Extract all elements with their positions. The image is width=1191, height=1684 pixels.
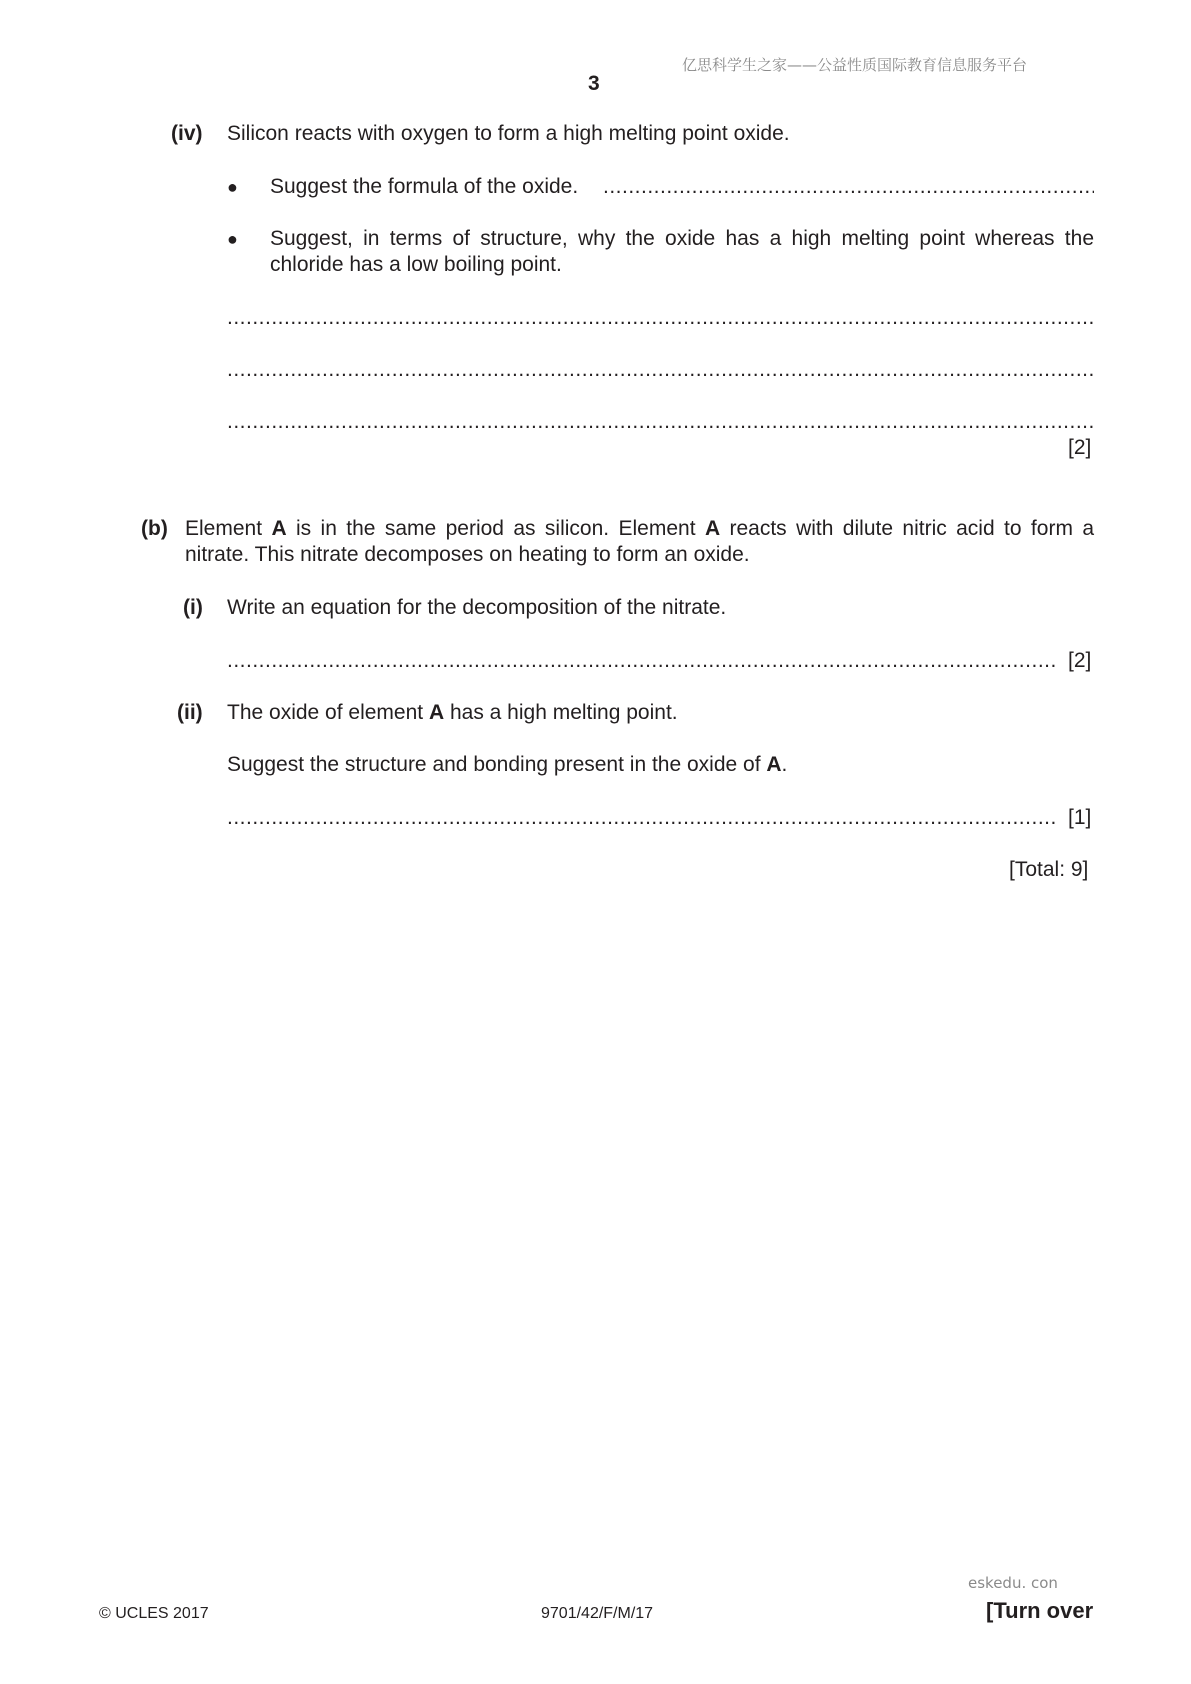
answer-line-structure-3[interactable] — [227, 409, 1094, 435]
part-b-ii-question: Suggest the structure and bonding present in the oxide of A. — [227, 753, 788, 776]
answer-line-equation[interactable] — [227, 648, 1056, 674]
footer-turn-over: [Turn over — [986, 1598, 1094, 1623]
part-b-i-text: Write an equation for the decomposition of the nitrate. — [227, 596, 727, 619]
part-iv-mark: [2] — [1068, 436, 1092, 459]
answer-line-formula[interactable] — [603, 174, 1094, 200]
part-b-i-label: (i) — [183, 596, 203, 619]
footer-copyright: © UCLES 2017 — [99, 1605, 209, 1622]
footer-site-watermark: eskedu. con — [968, 1574, 1058, 1592]
part-b-ii-text: The oxide of element A has a high melting point. — [227, 701, 678, 724]
bullet-1-text: Suggest the formula of the oxide. — [270, 175, 579, 198]
bullet-2-marker: ● — [227, 229, 238, 249]
part-b-ii-mark: [1] — [1068, 806, 1092, 829]
page-number: 3 — [588, 72, 600, 95]
part-b-i-mark: [2] — [1068, 649, 1092, 672]
part-b-line-2: nitrate. This nitrate decomposes on heating to form an oxide. — [185, 543, 750, 566]
bullet-2-text — [270, 226, 1094, 278]
part-b-ii-label: (ii) — [177, 701, 203, 724]
answer-line-structure-2[interactable] — [227, 357, 1094, 383]
part-b-text — [185, 516, 1094, 568]
header-watermark: 亿思科学生之家——公益性质国际教育信息服务平台 — [682, 56, 1028, 74]
total-mark: [Total: 9] — [1009, 858, 1089, 881]
part-b-line-1: Element A is in the same period as silicon. Element A reacts with dilute nitric acid to form a — [185, 517, 1094, 540]
footer-paper-code: 9701/42/F/M/17 — [541, 1605, 654, 1622]
part-iv-text: Silicon reacts with oxygen to form a high melting point oxide. — [227, 122, 790, 145]
bullet-2-line-1: Suggest, in terms of structure, why the oxide has a high melting point whereas the — [270, 227, 1094, 250]
answer-line-bonding[interactable] — [227, 805, 1056, 831]
bullet-1-marker: ● — [227, 177, 238, 197]
bullet-2-line-2: chloride has a low boiling point. — [270, 253, 562, 276]
part-iv-label: (iv) — [171, 122, 203, 145]
part-b-label: (b) — [141, 517, 168, 540]
answer-line-structure-1[interactable] — [227, 305, 1094, 331]
